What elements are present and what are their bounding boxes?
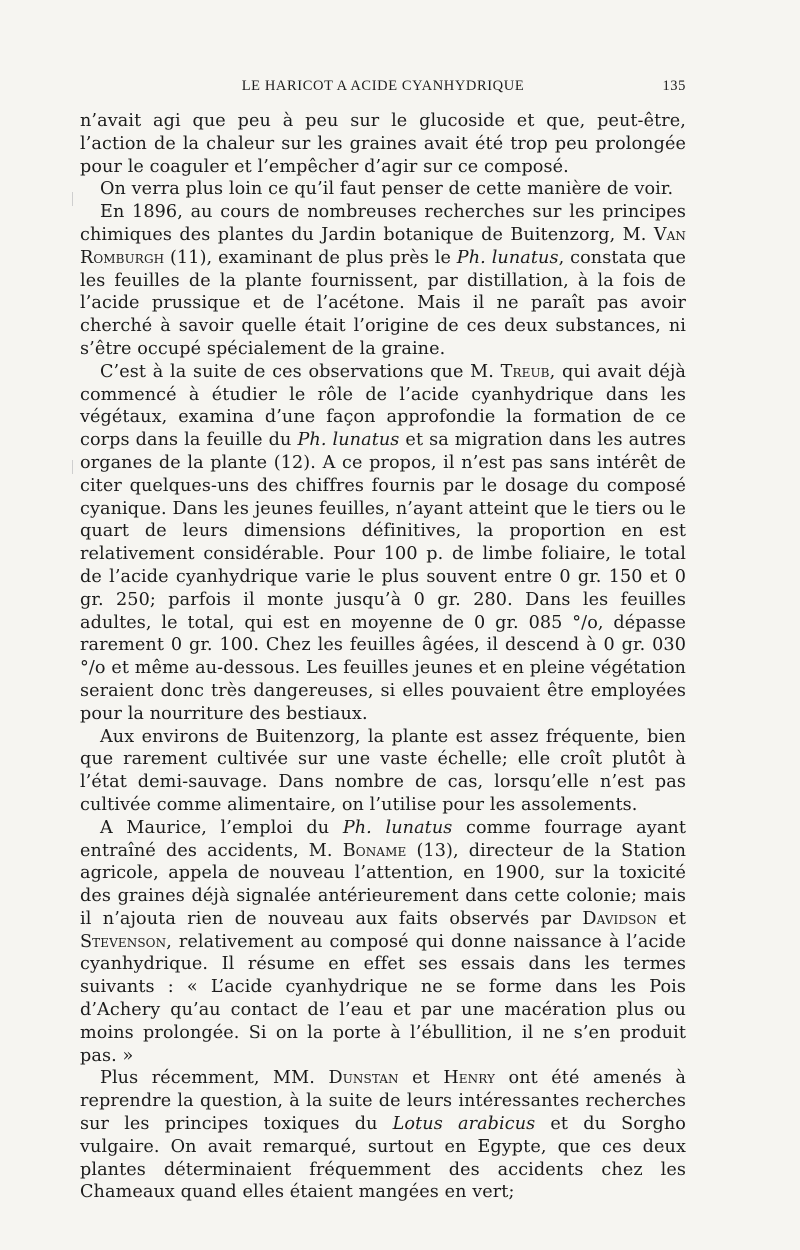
paragraph-p6	[80, 817, 686, 1068]
species-name: Ph. lunatus	[342, 817, 453, 838]
author-name: Stevenson	[80, 931, 167, 952]
text-segment: ont été amenés à reprendre la question, à la suite de leurs intéressantes recherches sur les principes toxiques du	[80, 1068, 686, 1135]
paragraph-p5	[80, 726, 686, 817]
margin-mark	[72, 192, 77, 206]
text-segment: A Maurice, l’emploi du	[100, 817, 343, 838]
author-name: Boname	[342, 840, 407, 861]
paragraph-p3	[80, 201, 686, 361]
text-segment: et	[656, 908, 687, 929]
species-name: Ph. lunatus	[297, 430, 400, 451]
text-segment: et	[398, 1068, 444, 1089]
author-name: Treub	[500, 361, 550, 382]
paragraph-p2	[80, 178, 686, 201]
text-segment: , qui avait déjà commencé à étudier le rôle de l’acide cyanhydrique dans les végétaux, examina d’une façon approfondie la formation de ce corps dans la feuille du	[80, 361, 686, 451]
text-segment: (13), directeur de la Station agricole, appela de nouveau l’attention, en 1900, sur la toxicité des graines déjà signalée antérieurement dans cette colonie; mais il n’ajouta rien de nouveau aux faits observés par	[80, 840, 686, 929]
author-name: Henry	[443, 1068, 496, 1089]
text-segment: C’est à la suite de ces observations que M.	[100, 361, 501, 382]
author-name: Van Romburgh	[80, 224, 686, 268]
text-segment: comme fourrage ayant entraîné des accidents, M.	[80, 817, 687, 861]
text-segment: Aux environs de Buitenzorg, la plante est assez fréquente, bien que rarement cultivée sur une vaste échelle; elle croît plutôt à l’état demi-sauvage. Dans nombre de cas, lorsqu’elle n’est pas cultivée comme alimentaire, on l’utilise pour les assolements.	[80, 726, 686, 815]
species-name: Ph. lunatus	[456, 247, 559, 268]
text-segment: et du Sorgho vulgaire. On avait remarqué, surtout en Egypte, que ces deux plantes déterminaient fréquemment des accidents chez les Chameaux quand elles étaient mangées en vert;	[80, 1114, 686, 1203]
body-text	[80, 110, 686, 1204]
species-name: Lotus arabicus	[392, 1114, 536, 1135]
text-segment: et sa migration dans les autres organes de la plante (12). A ce propos, il n’est pas sans intérêt de citer quelques-uns des chiffres fournis par le dosage du composé cyanique. Dans les jeunes feuilles, n’ayant atteint que le tiers ou le quart de leurs dimensions définitives, la proportion en est relativement considérable. Pour 100 p. de limbe foliaire, le total de l’acide cyanhydrique varie le plus souvent entre 0 gr. 150 et 0 gr. 250; parfois il monte jusqu’à 0 gr. 280. Dans les feuilles adultes, le total, qui est en moyenne de 0 gr. 085 °/o, dépasse rarement 0 gr. 100. Chez les feuilles âgées, il descend à 0 gr. 030 °/o et même au-dessous. Les feuilles jeunes et en pleine végétation seraient donc très dangereuses, si elles pouvaient être employées pour la nourriture des bestiaux.	[80, 430, 686, 724]
text-segment: On verra plus loin ce qu’il faut penser de cette manière de voir.	[100, 179, 674, 200]
text-segment: En 1896, au cours de nombreuses recherches sur les principes chimiques des plantes du Jardin botanique de Buitenzorg, M.	[80, 202, 686, 245]
text-segment: (11), examinant de plus près le	[164, 247, 457, 268]
author-name: Davidson	[582, 908, 657, 929]
paragraph-p1	[80, 110, 686, 178]
text-segment: , relativement au composé qui donne naissance à l’acide cyanhydrique. Il résume en effet ses essais dans les termes suivants : « L’acide cyanhydrique ne se forme dans les Pois d’Achery qu’au contact de l’eau et par une macération plus ou moins prolongée. Si on la porte à l’ébullition, il ne s’en produit pas. »	[80, 931, 686, 1066]
text-segment: , constata que les feuilles de la plante fournissent, par distillation, à la fois de l’acide prussique et de l’acétone. Mais il ne paraît pas avoir cherché à savoir quelle était l’origine de ces deux substances, ni s’être occupé spécialement de la graine.	[80, 247, 687, 359]
text-segment: n’avait agi que peu à peu sur le glucoside et que, peut-être, l’action de la chaleur sur les graines avait été trop peu prolongée pour le coaguler et l’empêcher d’agir sur ce composé.	[80, 111, 686, 177]
text-segment: Plus récemment, MM.	[100, 1068, 329, 1089]
paragraph-p7	[80, 1067, 686, 1204]
running-title: LE HARICOT A ACIDE CYANHYDRIQUE	[241, 78, 525, 94]
paragraph-p4	[80, 361, 686, 726]
author-name: Dunstan	[328, 1068, 399, 1089]
margin-mark	[72, 460, 77, 474]
page-number: 135	[662, 78, 686, 94]
running-header	[80, 78, 686, 100]
